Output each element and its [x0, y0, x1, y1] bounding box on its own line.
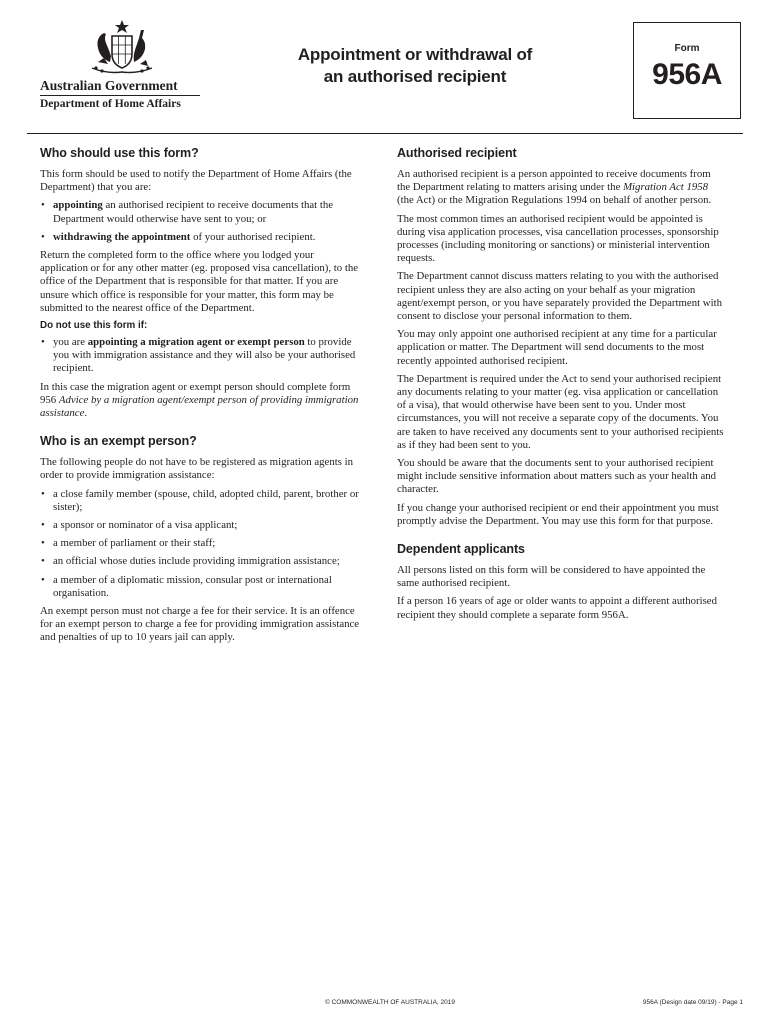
- bold-term: appointing: [53, 199, 103, 212]
- paragraph-text: .: [84, 407, 88, 420]
- form-reference: Advice by a migration agent/exempt person of providing immigration assistance: [40, 393, 359, 420]
- left-column: [40, 145, 362, 650]
- paragraph-text: An authorised recipient is a person appointed to receive documents from the Department relating to matters arising under the: [397, 168, 711, 194]
- form-title: [250, 44, 580, 88]
- paragraph: The Department is required under the Act to send your authorised recipient any documents relating to your matter (eg. visa application or cancellation of a visa), that would otherwise have been sent to you. Under most circumstances, you will not receive a separate copy of the documents. You are taken to have received any documents sent to your authorised recipients as if they had been sent to you.: [397, 372, 724, 451]
- paragraph: If a person 16 years of age or older wants to appoint a different authorised recipient they should complete a separate form 956A.: [397, 595, 717, 621]
- page-info: 956A (Design date 09/19) - Page 1: [642, 999, 743, 1006]
- paragraph: You should be aware that the documents sent to your authorised recipient might include sensitive information about matters such as your health and character.: [397, 457, 717, 496]
- exempt-person-heading: Who is an exempt person?: [40, 434, 197, 449]
- paragraph-text: In this case the migration agent or exempt person should complete form 956: [40, 380, 351, 406]
- list-item: • a member of parliament or their staff;: [40, 537, 362, 550]
- list-item: • a close family member (spouse, child, adopted child, parent, brother or sister);: [40, 488, 362, 514]
- right-column: [397, 145, 725, 627]
- in-this-case-paragraph: [40, 381, 362, 421]
- government-name: Australian Government: [40, 78, 178, 93]
- list-text: to provide you with immigration assistance and they will also be your authorised recipient.: [53, 336, 356, 375]
- paragraph: All persons listed on this form will be considered to have appointed the same authorised recipient.: [397, 564, 706, 590]
- department-name: Department of Home Affairs: [40, 98, 181, 110]
- authorised-recipient-heading: Authorised recipient: [397, 146, 517, 160]
- exempt-intro: The following people do not have to be registered as migration agents in order to provide immigration assistance:: [40, 456, 354, 482]
- dependent-applicants-heading: Dependent applicants: [397, 542, 525, 557]
- list-text: you are: [53, 336, 88, 349]
- do-not-use-heading: Do not use this form if:: [40, 320, 148, 332]
- title-line-1: Appointment or withdrawal of: [297, 45, 533, 64]
- list-item: [40, 199, 362, 225]
- title-line-2: an authorised recipient: [323, 67, 507, 86]
- paragraph: The Department cannot discuss matters relating to you with the authorised recipient unless they are also acting on your behalf as your migration agent/exempt person, or you have separately provided the Department with consent to disclose your personal information to them.: [397, 270, 722, 323]
- coat-of-arms-icon: [82, 18, 162, 76]
- list-item: • a member of a diplomatic mission, consular post or international organisation.: [40, 574, 362, 600]
- list-text: an authorised recipient to receive documents that the Department would otherwise have sent to you; or: [53, 199, 334, 225]
- form-number: 956A: [652, 58, 722, 91]
- divider: [40, 95, 200, 96]
- form-number-box: [633, 22, 741, 119]
- purpose-list: [40, 199, 362, 244]
- paragraph: You may only appoint one authorised recipient at any time for a particular application or matter. The Department will send documents to the most recently appointed authorised recipient.: [397, 328, 717, 367]
- header-divider: [27, 133, 743, 134]
- act-reference: Migration Act 1958: [623, 181, 709, 194]
- return-paragraph: Return the completed form to the office where you lodged your application or for any other matter (eg. proposed visa cancellation), to the office of the Department that is responsible for that matter. If you are unsure which office is responsible for your matter, this form may be submitted to the nearest office of the Department.: [40, 249, 359, 314]
- copyright-notice: © COMMONWEALTH OF AUSTRALIA, 2019: [325, 999, 455, 1006]
- paragraph: If you change your authorised recipient or end their appointment you must promptly advise the Department. You may use this form for that purpose.: [397, 501, 719, 527]
- list-text: of your authorised recipient.: [190, 230, 316, 243]
- list-item: [40, 336, 362, 376]
- paragraph: The most common times an authorised recipient would be appointed is during visa application processes, visa cancellation processes, sponsorship processes (including monitoring or sanctions) or ministerial intervention requests.: [397, 212, 719, 265]
- exempt-fee-paragraph: An exempt person must not charge a fee for their service. It is an offence for an exempt person to charge a fee for providing immigration assistance and penalties of up to 10 years jail can apply.: [40, 605, 360, 644]
- bold-term: appointing a migration agent or exempt person: [87, 336, 305, 349]
- list-item: [40, 231, 362, 244]
- who-intro: This form should be used to notify the Department of Home Affairs (the Department) that you are:: [40, 168, 352, 194]
- bold-term: withdrawing the appointment: [53, 230, 191, 243]
- list-item: • a sponsor or nominator of a visa applicant;: [40, 519, 362, 532]
- paragraph-text: (the Act) or the Migration Regulations 1994 on behalf of another person.: [397, 194, 712, 207]
- form-label: Form: [674, 43, 700, 54]
- exempt-list: [40, 488, 362, 600]
- list-item: • an official whose duties include providing immigration assistance;: [40, 555, 362, 568]
- paragraph: [397, 168, 725, 208]
- who-should-use-heading: Who should use this form?: [40, 146, 199, 160]
- do-not-use-list: [40, 336, 362, 376]
